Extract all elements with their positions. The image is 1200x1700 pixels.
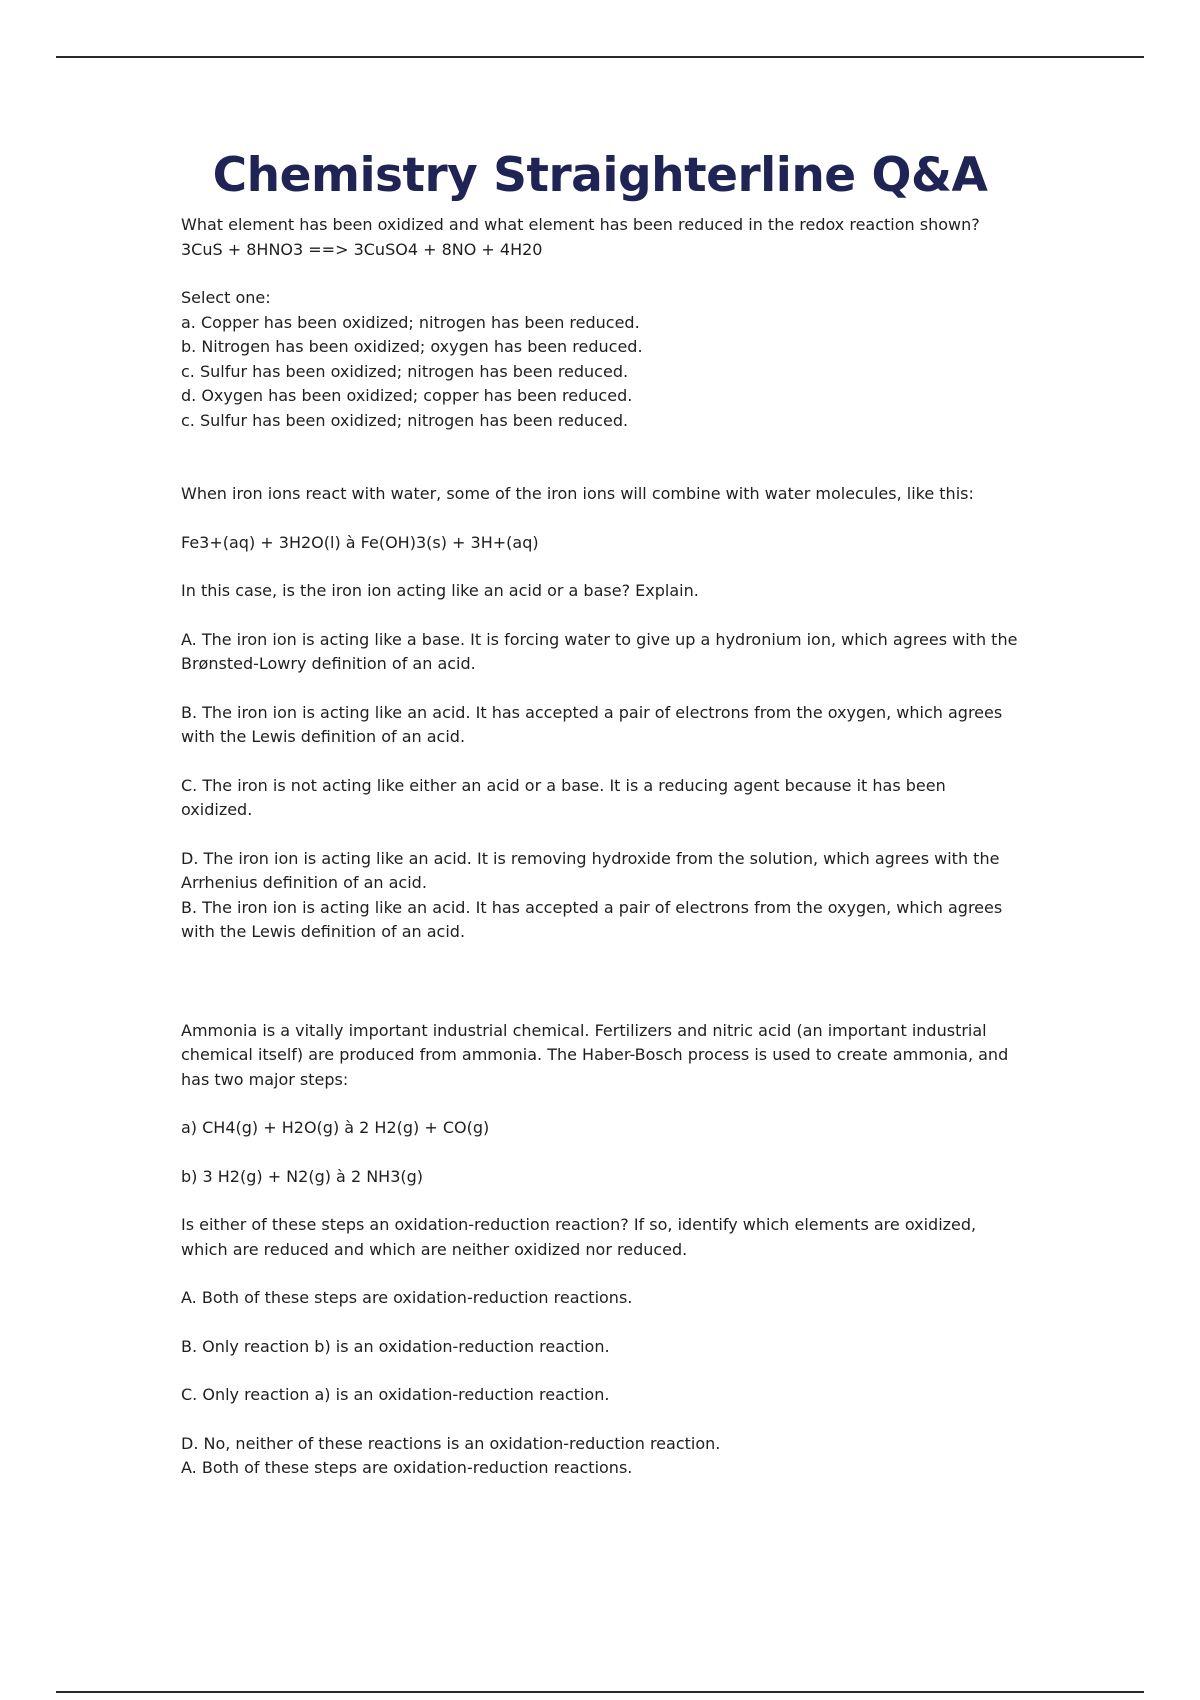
question-2-option-d: D. The iron ion is acting like an acid. It is removing hydroxide from the solution, which agrees with the Arrhenius definition of an acid. (181, 848, 1000, 892)
question-3-answer: A. Both of these steps are oxidation-reduction reactions. (181, 1458, 633, 1477)
question-1-prompt: What element has been oxidized and what element has been reduced in the redox reaction shown? (181, 215, 980, 234)
question-2-prompt: In this case, is the iron ion acting like an acid or a base? Explain. (181, 581, 699, 600)
question-3-option-a: A. Both of these steps are oxidation-reduction reactions. (181, 1288, 633, 1307)
question-1-instruction: Select one: (181, 288, 271, 307)
question-3-intro: Ammonia is a vitally important industrial chemical. Fertilizers and nitric acid (an important industrial chemical itself) are produced from ammonia. The Haber-Bosch process is used to create ammonia, and has two major steps: (181, 1020, 1009, 1089)
question-3-option-b: B. Only reaction b) is an oxidation-reduction reaction. (181, 1336, 610, 1356)
question-1-option-a: a. Copper has been oxidized; nitrogen has been reduced. (181, 312, 640, 332)
question-3-step-b: b) 3 H2(g) + N2(g) à 2 NH3(g) (181, 1166, 424, 1186)
question-2-equation: Fe3+(aq) + 3H2O(l) à Fe(OH)3(s) + 3H+(aq) (181, 532, 539, 552)
header-rule (56, 56, 1144, 58)
question-1-answer: c. Sulfur has been oxidized; nitrogen has been reduced. (181, 410, 629, 430)
question-3-step-a: a) CH4(g) + H2O(g) à 2 H2(g) + CO(g) (181, 1118, 490, 1137)
question-3-option-d: D. No, neither of these reactions is an oxidation-reduction reaction. (181, 1433, 721, 1453)
question-1-option-b: b. Nitrogen has been oxidized; oxygen has been reduced. (181, 337, 643, 356)
question-2-option-c: C. The iron is not acting like either an acid or a base. It is a reducing agent because it has been oxidized. (181, 775, 946, 819)
question-2 (181, 482, 1021, 945)
question-2-answer: B. The iron ion is acting like an acid. It has accepted a pair of electrons from the oxygen, which agrees with the Lewis definition of an acid. (181, 897, 1003, 941)
question-1-option-c: c. Sulfur has been oxidized; nitrogen has been reduced. (181, 361, 629, 381)
question-1-equation: 3CuS + 8HNO3 ==> 3CuSO4 + 8NO + 4H20 (181, 239, 543, 259)
question-2-intro: When iron ions react with water, some of the iron ions will combine with water molecules, like this: (181, 484, 974, 503)
question-3-prompt: Is either of these steps an oxidation-reduction reaction? If so, identify which elements are oxidized, which are reduced and which are neither oxidized nor reduced. (181, 1215, 977, 1259)
question-3 (181, 1019, 1021, 1481)
question-1 (181, 213, 1021, 433)
page-title: Chemistry Straighterline Q&A (212, 148, 988, 203)
question-1-option-d: d. Oxygen has been oxidized; copper has been reduced. (181, 386, 633, 405)
document-body (181, 213, 1021, 1481)
question-3-option-c: C. Only reaction a) is an oxidation-reduction reaction. (181, 1385, 610, 1404)
question-2-option-a: A. The iron ion is acting like a base. It is forcing water to give up a hydronium ion, which agrees with the Brønsted-Lowry definition of an acid. (181, 629, 1018, 673)
question-2-option-b: B. The iron ion is acting like an acid. It has accepted a pair of electrons from the oxygen, which agrees with the Lewis definition of an acid. (181, 702, 1003, 746)
footer-rule (56, 1691, 1144, 1693)
